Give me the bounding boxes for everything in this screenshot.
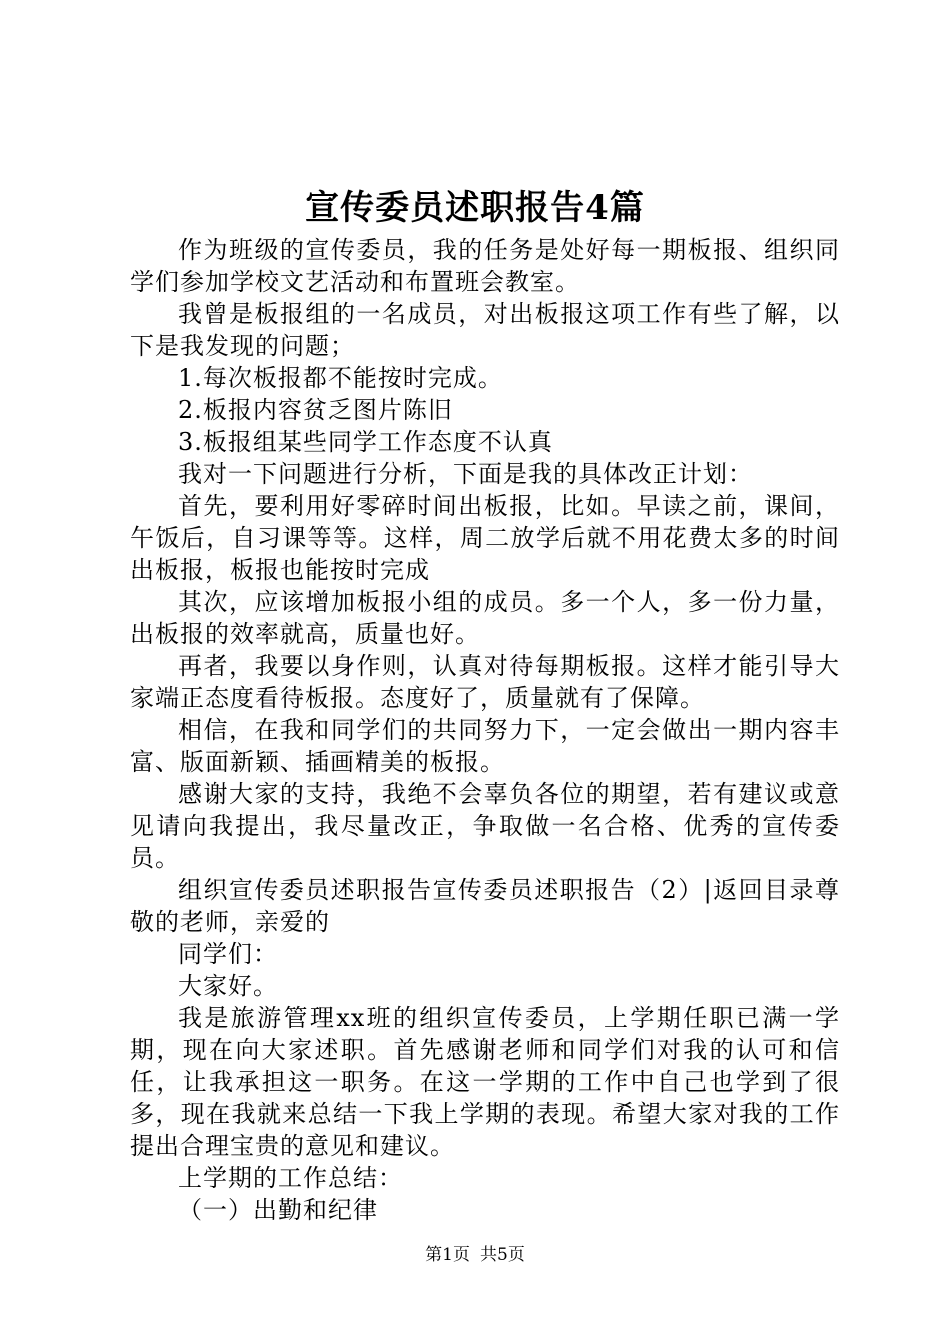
section-heading-line: 组织宣传委员述职报告宣传委员述职报告（2）|返回目录尊敬的老师，亲爱的 (130, 876, 840, 936)
paragraph: 同学们： (178, 940, 278, 968)
paragraph: 上学期的工作总结： (178, 1164, 403, 1192)
list-item: 3.板报组某些同学工作态度不认真 (178, 428, 553, 456)
paragraph: 大家好。 (178, 972, 278, 1000)
paragraph: 其次，应该增加板报小组的成员。多一个人，多一份力量，出板报的效率就高，质量也好。 (130, 588, 840, 648)
paragraph: 我对一下问题进行分析，下面是我的具体改正计划： (178, 460, 753, 488)
list-item: 2.板报内容贫乏图片陈旧 (178, 396, 453, 424)
page-count: 共5页 (480, 1245, 525, 1265)
paragraph: 再者，我要以身作则，认真对待每期板报。这样才能引导大家端正态度看待板报。态度好了，质量就有了保障。 (130, 652, 840, 712)
paragraph: 作为班级的宣传委员，我的任务是处好每一期板报、组织同学们参加学校文艺活动和布置班会教室。 (130, 236, 840, 296)
list-item: 1.每次板报都不能按时完成。 (178, 364, 503, 392)
paragraph: 相信，在我和同学们的共同努力下，一定会做出一期内容丰富、版面新颖、插画精美的板报。 (130, 716, 840, 776)
document-body (130, 234, 840, 1226)
page-number: 第1页 (425, 1245, 470, 1265)
paragraph: 我曾是板报组的一名成员，对出板报这项工作有些了解，以下是我发现的问题； (130, 300, 840, 360)
document-title: 宣传委员述职报告4篇 (305, 188, 645, 228)
paragraph: 感谢大家的支持，我绝不会辜负各位的期望，若有建议或意见请向我提出，我尽量改正，争取做一名合格、优秀的宣传委员。 (130, 780, 840, 872)
subsection-heading: （一）出勤和纪律 (178, 1196, 378, 1224)
page-footer (0, 1243, 950, 1267)
paragraph: 我是旅游管理xx班的组织宣传委员，上学期任职已满一学期，现在向大家述职。首先感谢老师和同学们对我的认可和信任，让我承担这一职务。在这一学期的工作中自己也学到了很多，现在我就来总结一下我上学期的表现。希望大家对我的工作提出合理宝贵的意见和建议。 (130, 1004, 840, 1160)
paragraph: 首先，要利用好零碎时间出板报，比如。早读之前，课间，午饭后，自习课等等。这样，周二放学后就不用花费太多的时间出板报，板报也能按时完成 (130, 492, 840, 584)
